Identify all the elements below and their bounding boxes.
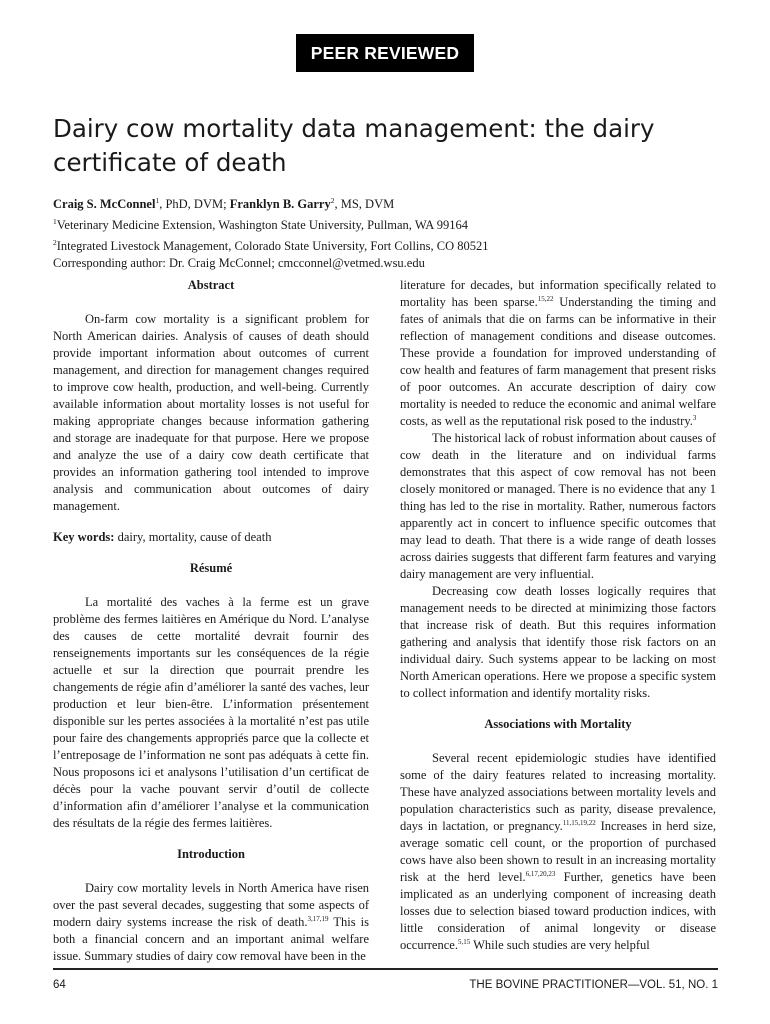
- citation: 6,17,20,23: [525, 869, 556, 878]
- affiliation-1: [53, 213, 733, 234]
- keywords: [53, 529, 369, 546]
- page-number: 64: [53, 979, 66, 991]
- introduction-continued: literature for decades, but information specifically related to mortality has been sparse.$^{15,22}$ Understanding the timing and fates of animals that die on farms can be informative in their reflection of management conditions and disease outcomes. These provide a foundation for improved understanding of cow health and features of farm management that present risks of poor outcomes. An accurate description of dairy cow mortality is needed to reduce the economic and animal welfare costs, as well as the reputational risk posed to the industry.$^3$: [400, 278, 717, 428]
- associations-heading: Associations with Mortality: [484, 717, 632, 731]
- citation: 3: [692, 413, 697, 422]
- author-1-degrees: , PhD, DVM;: [159, 197, 230, 212]
- introduction-paragraph-3: Decreasing cow death losses logically requires that management needs to be directed at minimizing those factors that increase risk of death. But this requires information gathering and analysis that identify those risk factors on an individual dairy. Such systems appear to be lacking on most North American operations. Here we propose a specific system to collect information and identify mortality risks.: [400, 584, 716, 700]
- article-title: Dairy cow mortality data management: the dairy certificate of death: [53, 114, 655, 177]
- author-block: [53, 192, 733, 272]
- citation: 11,15,19,22: [562, 818, 596, 827]
- affiliation-2-mark: 2: [53, 238, 57, 248]
- abstract-heading: Abstract: [187, 278, 235, 292]
- citation: 15,22: [537, 294, 554, 303]
- corresponding-author: Corresponding author: Dr. Craig McConnel; cmcconnel@vetmed.wsu.edu: [53, 256, 425, 271]
- author-2-name: Franklyn B. Garry: [229, 197, 331, 212]
- introduction-heading: Introduction: [177, 847, 245, 861]
- affiliation-2: [53, 234, 733, 255]
- right-column: [400, 277, 716, 954]
- footer-rule: [53, 968, 718, 970]
- keywords-label: Key words:: [53, 530, 115, 544]
- citation: 5,15: [457, 937, 471, 946]
- author-line: [53, 192, 733, 213]
- resume-text: La mortalité des vaches à la ferme est un grave problème des fermes laitières en Amérique du Nord. L’analyse des causes de cette mortalité devrait fournir des renseignements importants sur les conséquences de la régie actuelle et sur la direction que pourrait prendre les changements de régie afin d’améliorer la santé des vaches, leur production et leur bien-être. L’information présentement disponible sur les pertes associées à la mortalité n’est pas utile pour faire des changements appropriés parce que la collecte et l’entreposage de l’information ne sont pas adéquats à cette fin. Nous proposons ici et analysons l’utilisation d’un certificat de décès pour la vache pouvant servir d’outil de collecte d’information afin d’améliorer l’analyse et la communication des résultats de la régie des fermes laitières.: [53, 595, 369, 830]
- keywords-text: dairy, mortality, cause of death: [114, 530, 272, 544]
- author-1-name: Craig S. McConnel: [53, 197, 156, 212]
- affiliation-1-mark: 1: [53, 217, 57, 227]
- author-1-affiliation-mark: 1: [155, 196, 160, 205]
- affiliation-1-text: Veterinary Medicine Extension, Washington State University, Pullman, WA 99164: [56, 218, 468, 233]
- affiliation-2-text: Integrated Livestock Management, Colorado State University, Fort Collins, CO 80521: [56, 239, 489, 254]
- abstract-text: On-farm cow mortality is a significant problem for North American dairies. Analysis of causes of death should provide important information about outcomes of current management, and direction for management changes required to improve cow health, production, and well-being. Currently available information about mortality losses is not useful for making appropriate changes because information gathering and storage are inadequate for that purpose. Here we propose and analyze the use of a dairy cow death certificate that provides an information gathering tool intended to improve analysis and communication about outcomes of dairy management.: [53, 312, 369, 513]
- journal-footer: THE BOVINE PRACTITIONER—VOL. 51, NO. 1: [469, 979, 718, 991]
- citation: 3,17,19: [307, 914, 329, 923]
- introduction-text: Dairy cow mortality levels in North America have risen over the past several decades, suggesting that some aspects of modern dairy systems increase the risk of death.$^{3,17,19}$ This is both a financial concern and an important animal welfare issue. Summary studies of dairy cow removal have been in the: [53, 881, 369, 963]
- author-2-degrees: , MS, DVM: [334, 197, 395, 212]
- introduction-paragraph-2: The historical lack of robust information about causes of cow death in the literature and on individual farms demonstrates that this aspect of cow removal has not been closely monitored or managed. There is no evidence that any 1 thing has led to the rise in mortality. Rather, numerous factors apparently act in concert to influence specific outcomes that may lead to death. That there is a wide range of death losses across dairies suggests that different farm features and varying dairy management are very influential.: [400, 431, 716, 581]
- resume-heading: Résumé: [189, 561, 233, 575]
- left-column: [53, 277, 369, 965]
- author-2-affiliation-mark: 2: [330, 196, 335, 205]
- peer-reviewed-badge: PEER REVIEWED: [296, 34, 474, 72]
- associations-text: Several recent epidemiologic studies have identified some of the dairy features related to increasing mortality. These have analyzed associations between mortality levels and population characteristics such as parity, disease prevalence, days in lactation, or pregnancy.$^{11,15,19,22}$ Increases in herd size, average somatic cell count, or the proportion of purchased cows have also been shown to result in an increasing mortality risk at the herd level.$^{6,17,20,23}$ Further, genetics have been implicated as an underlying component of increasing death losses due to selection biased toward production indices, with little consideration of animal longevity or disease occurrence.$^{5,15}$ While such studies are very helpful: [400, 751, 716, 952]
